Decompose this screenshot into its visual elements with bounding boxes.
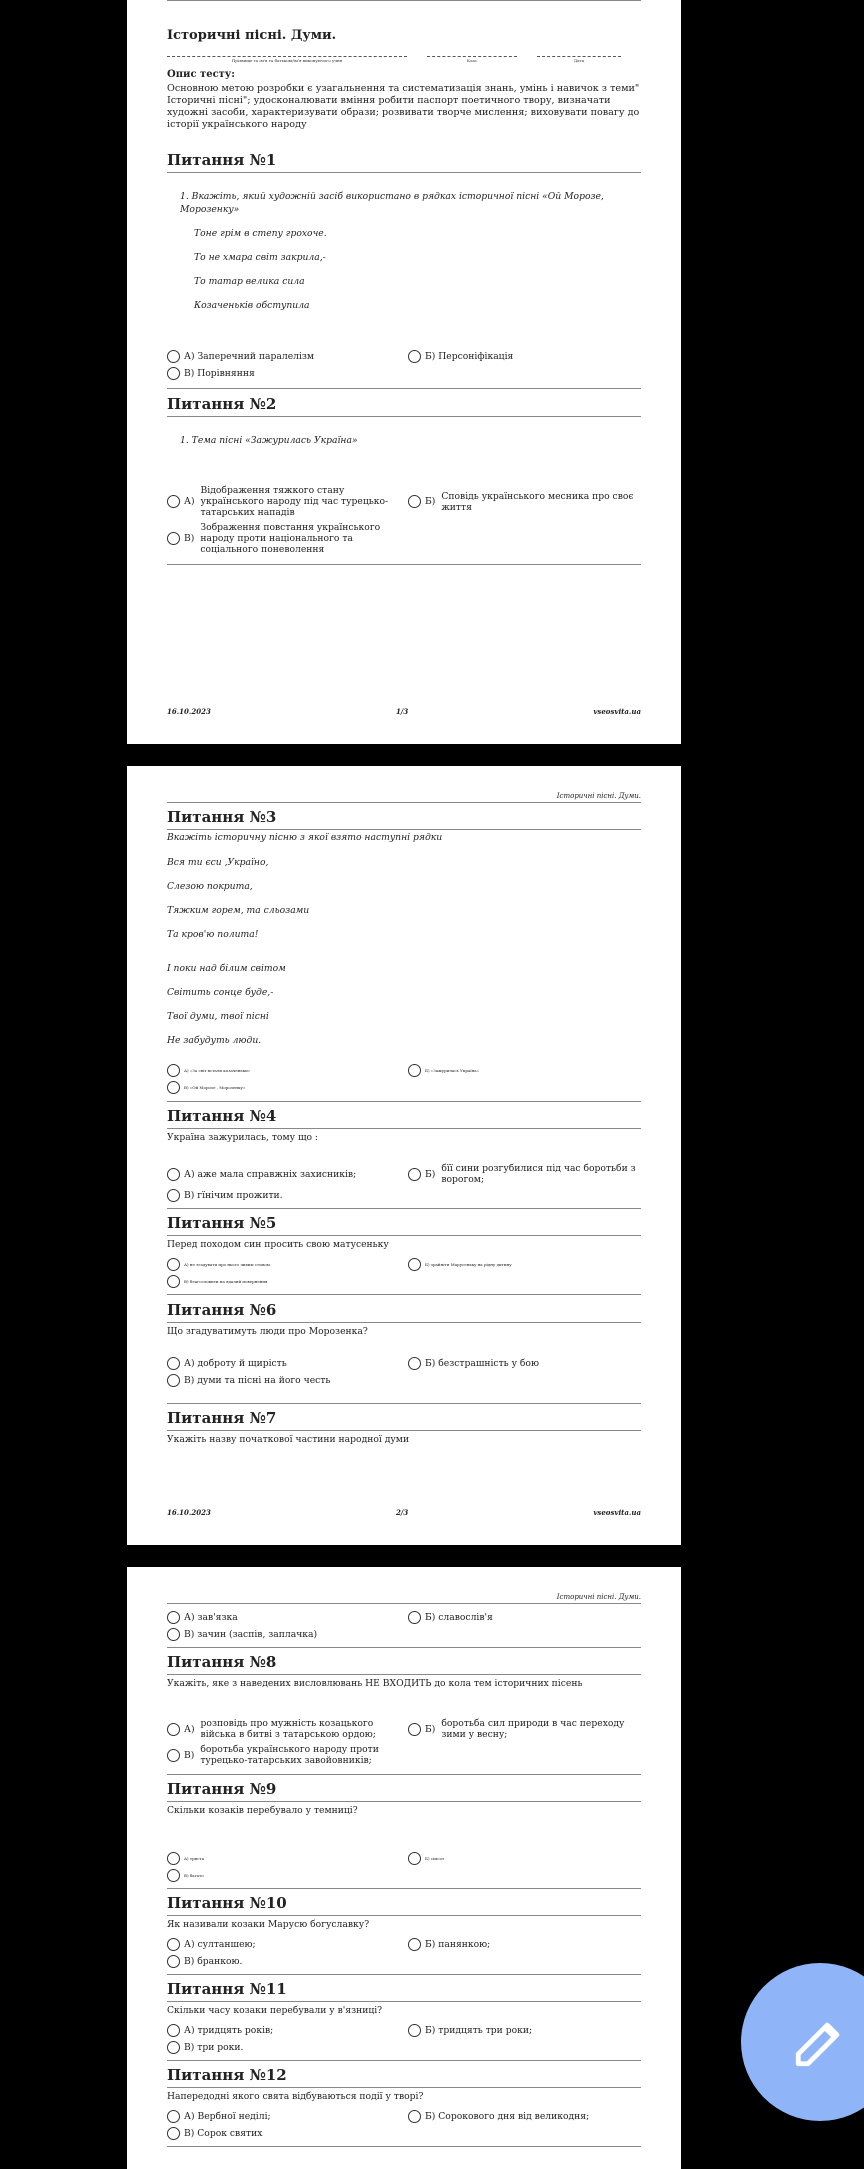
radio-icon[interactable] — [408, 1723, 421, 1736]
q4-option-a[interactable]: А) аже мала справжніх захисників; — [167, 1163, 400, 1185]
q5-option-c[interactable]: В) благословити на вдалий повернення — [167, 1275, 400, 1288]
radio-icon[interactable] — [167, 1938, 180, 1951]
radio-icon[interactable] — [408, 350, 421, 363]
student-name-field[interactable]: Прізвище та ім'я та батькові/ім'я виконуючого учня — [167, 56, 407, 67]
radio-icon[interactable] — [167, 1374, 180, 1387]
q5-options — [167, 1258, 641, 1288]
running-header: Історичні пісні. Думи. — [556, 792, 641, 800]
footer-date: 16.10.2023 — [167, 1508, 211, 1517]
q5-option-a[interactable]: А) не згадувати про нього лихим словом — [167, 1258, 400, 1271]
radio-icon[interactable] — [167, 1723, 180, 1736]
q3-line: Та кров'ю полита! — [167, 929, 259, 940]
q12-text: Напередодні якого свята відбуваються події у творі? — [167, 2091, 424, 2102]
q7-option-b[interactable]: Б) славослів'я — [408, 1611, 641, 1624]
q2-text: 1. Тема пісні «Зажурилась Україна» — [180, 435, 358, 446]
q9-heading: Питання №9 — [167, 1780, 277, 1798]
q3-options — [167, 1064, 641, 1094]
q3-heading: Питання №3 — [167, 808, 277, 826]
radio-icon[interactable] — [408, 1938, 421, 1951]
q5-text: Перед походом син просить свою матусеньку — [167, 1239, 389, 1250]
q6-text: Що згадуватимуть люди про Морозенка? — [167, 1326, 368, 1337]
edit-fab-button[interactable] — [741, 1963, 864, 2121]
radio-icon[interactable] — [408, 1168, 421, 1181]
q11-heading: Питання №11 — [167, 1980, 287, 1998]
footer-site: vseosvita.ua — [593, 707, 641, 716]
radio-icon[interactable] — [167, 1955, 180, 1968]
q3-option-a[interactable]: А) «За світ встали козаченьки» — [167, 1064, 400, 1077]
radio-icon[interactable] — [167, 1275, 180, 1288]
q8-text: Укажіть, яке з наведених висловлювань НЕ ВХОДИТЬ до кола тем історичних пісень — [167, 1678, 583, 1689]
q10-option-c[interactable]: В) бранкою. — [167, 1955, 400, 1968]
q4-option-b[interactable]: Б) бїї сини розгубилися під час боротьби з ворогом; — [408, 1163, 641, 1185]
q2-options — [167, 485, 641, 555]
radio-icon[interactable] — [167, 2041, 180, 2054]
q4-text: Україна зажурилась, тому що : — [167, 1132, 319, 1143]
q8-option-b[interactable]: Б) боротьба сил природи в час переходу зими у весну; — [408, 1718, 641, 1740]
q10-option-b[interactable]: Б) панянкою; — [408, 1938, 641, 1951]
q1-line: Козаченьків обступила — [194, 300, 310, 311]
q12-option-a[interactable]: А) Вербної неділі; — [167, 2110, 400, 2123]
pencil-icon — [791, 2013, 849, 2071]
q5-option-b[interactable]: Б) зрайніти Марусеньку на рідну дитину — [408, 1258, 641, 1271]
radio-icon[interactable] — [167, 1064, 180, 1077]
page-1 — [127, 0, 681, 744]
running-header: Історичні пісні. Думи. — [556, 1593, 641, 1601]
q1-line: Тоне грім в степу грохоче. — [194, 228, 327, 239]
radio-icon[interactable] — [167, 1749, 180, 1762]
radio-icon[interactable] — [408, 495, 421, 508]
q1-option-c[interactable]: В) Порівняння — [167, 367, 400, 380]
page-3 — [127, 1567, 681, 2169]
description-heading: Опис тесту: — [167, 69, 235, 80]
radio-icon[interactable] — [167, 1258, 180, 1271]
date-field[interactable]: Дата — [537, 56, 621, 67]
q7-options — [167, 1611, 641, 1641]
q4-option-c[interactable]: В) гїнічим прожити. — [167, 1189, 400, 1202]
q9-options — [167, 1852, 641, 1882]
q3-line: І поки над білим світом — [167, 963, 286, 974]
page-number: 2/3 — [395, 1508, 409, 1517]
q3-line: Тяжким горем, та сльозами — [167, 905, 310, 916]
radio-icon[interactable] — [408, 2024, 421, 2037]
q9-text: Скільки козаків перебувало у темниці? — [167, 1805, 358, 1816]
q1-line: То не хмара світ закрила,- — [194, 252, 326, 263]
radio-icon[interactable] — [408, 1357, 421, 1370]
q11-option-a[interactable]: А) тридцять років; — [167, 2024, 400, 2037]
q7-heading: Питання №7 — [167, 1409, 277, 1427]
q10-heading: Питання №10 — [167, 1894, 287, 1912]
q1-text: 1. Вкажіть, який художній засіб використано в рядках історичної пісні «Ой Морозе, Морозенку» — [180, 191, 604, 215]
radio-icon[interactable] — [167, 1081, 180, 1094]
q1-heading: Питання №1 — [167, 151, 277, 169]
radio-icon[interactable] — [167, 1869, 180, 1882]
q2-option-b[interactable]: Б) Сповідь українського месника про своє життя — [408, 485, 641, 518]
q9-option-b[interactable]: Б) сімсот — [408, 1852, 641, 1865]
q3-text: Вкажіть історичну пісню з якої взято наступні рядки — [167, 832, 443, 843]
q9-option-a[interactable]: А) триста — [167, 1852, 400, 1865]
page-footer — [167, 1508, 641, 1517]
radio-icon[interactable] — [167, 350, 180, 363]
footer-date: 16.10.2023 — [167, 707, 211, 716]
radio-icon[interactable] — [167, 2127, 180, 2140]
q11-option-b[interactable]: Б) тридцять три роки; — [408, 2024, 641, 2037]
q6-option-b[interactable]: Б) безстрашність у бою — [408, 1357, 641, 1370]
q8-options — [167, 1718, 641, 1766]
q12-option-b[interactable]: Б) Сорокового дня від великодня; — [408, 2110, 641, 2123]
radio-icon[interactable] — [167, 1189, 180, 1202]
q3-option-b[interactable]: Б) «Зажурилась Україна» — [408, 1064, 641, 1077]
q3-line: Твої думи, твої пісні — [167, 1011, 269, 1022]
q11-option-c[interactable]: В) три роки. — [167, 2041, 400, 2054]
q10-text: Як називали козаки Марусю богуславку? — [167, 1919, 370, 1930]
q1-option-b[interactable]: Б) Персоніфікація — [408, 350, 641, 363]
class-field[interactable]: Клас — [427, 56, 517, 67]
radio-icon[interactable] — [408, 1064, 421, 1077]
q3-line: Світить сонце буде,- — [167, 987, 274, 998]
q7-option-a[interactable]: А) зав'язка — [167, 1611, 400, 1624]
q8-heading: Питання №8 — [167, 1653, 277, 1671]
q4-heading: Питання №4 — [167, 1107, 277, 1125]
q11-options — [167, 2024, 641, 2054]
q3-option-c[interactable]: В) «Ой Морозе , Морозенку» — [167, 1081, 400, 1094]
radio-icon[interactable] — [167, 1628, 180, 1641]
q7-option-c[interactable]: В) зачин (заспів, заплачка) — [167, 1628, 400, 1641]
radio-icon[interactable] — [167, 2110, 180, 2123]
radio-icon[interactable] — [167, 1168, 180, 1181]
radio-icon[interactable] — [408, 1852, 421, 1865]
q3-line: Не забудуть люди. — [167, 1035, 262, 1046]
q12-heading: Питання №12 — [167, 2066, 287, 2084]
radio-icon[interactable] — [167, 495, 180, 508]
q9-option-c[interactable]: В) багато — [167, 1869, 400, 1882]
radio-icon[interactable] — [408, 2110, 421, 2123]
page-number: 1/3 — [395, 707, 409, 716]
q1-line: То татар велика сила — [194, 276, 305, 287]
q4-options — [167, 1163, 641, 1202]
page-2 — [127, 766, 681, 1545]
q8-option-a[interactable]: А) розповідь про мужність козацького війська в битві з татарською ордою; — [167, 1718, 400, 1740]
page-footer — [167, 707, 641, 716]
radio-icon[interactable] — [167, 532, 180, 545]
footer-site: vseosvita.ua — [593, 1508, 641, 1517]
radio-icon[interactable] — [167, 367, 180, 380]
q6-heading: Питання №6 — [167, 1301, 277, 1319]
q6-options — [167, 1357, 641, 1387]
radio-icon[interactable] — [167, 1611, 180, 1624]
radio-icon[interactable] — [167, 1357, 180, 1370]
q10-options — [167, 1938, 641, 1968]
q1-option-a[interactable]: А) Заперечний паралелізм — [167, 350, 400, 363]
q3-line: Слезою покрита, — [167, 881, 253, 892]
student-fields — [167, 56, 641, 67]
q10-option-a[interactable]: А) султаншею; — [167, 1938, 400, 1951]
q6-option-c[interactable]: В) думи та пісні на його честь — [167, 1374, 400, 1387]
radio-icon[interactable] — [167, 1852, 180, 1865]
radio-icon[interactable] — [408, 1611, 421, 1624]
test-title: Історичні пісні. Думи. — [167, 28, 337, 43]
q11-text: Скільки часу козаки перебували у в'язниці? — [167, 2005, 383, 2016]
radio-icon[interactable] — [167, 2024, 180, 2037]
description: Основною метою розробки є узагальнення та систематизація знань, умінь і навичок з теми" Історичні пісні"; удосконалювати вміння робити паспорт поетичного твору, визначати художні засоби, характеризувати образи; розвивати творче мислення; виховувати повагу до історії українського народу — [167, 83, 640, 130]
q3-line: Вся ти єси ,Україно, — [167, 857, 269, 868]
q12-options — [167, 2110, 641, 2140]
q2-option-a[interactable]: А) Відображення тяжкого стану українського народу під час турецько-татарських нападів — [167, 485, 400, 518]
q1-options — [167, 350, 641, 380]
q12-option-c[interactable]: В) Сорок святих — [167, 2127, 400, 2140]
q6-option-a[interactable]: А) доброту й щирість — [167, 1357, 400, 1370]
q8-option-c[interactable]: В) боротьба українського народу проти турецько-татарських завойовників; — [167, 1744, 400, 1766]
radio-icon[interactable] — [408, 1258, 421, 1271]
q2-option-c[interactable]: В) Зображення повстання українського народу проти національного та соціального поневолення — [167, 522, 400, 555]
q2-heading: Питання №2 — [167, 395, 277, 413]
q5-heading: Питання №5 — [167, 1214, 277, 1232]
q7-text: Укажіть назву початкової частини народної думи — [167, 1434, 410, 1445]
